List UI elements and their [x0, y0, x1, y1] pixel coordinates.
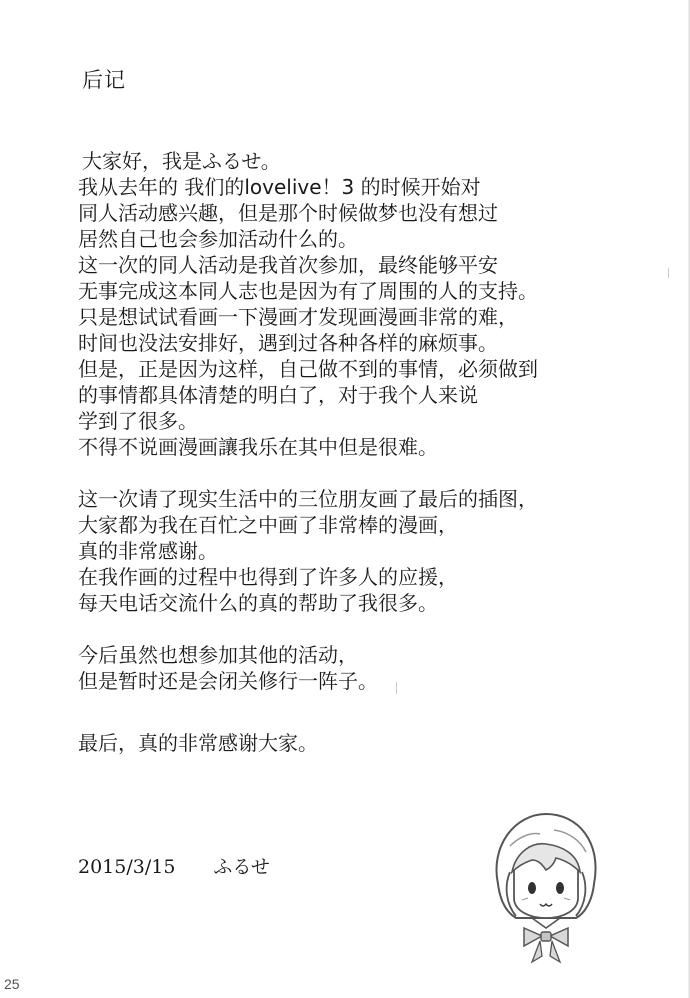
text-line: 同人活动感兴趣，但是那个时候做梦也没有想过 — [78, 201, 498, 225]
paragraph-gap — [78, 616, 658, 642]
text-line: 但是，正是因为这样，自己做不到的事情，必须做到 — [78, 357, 538, 381]
afterword-body — [78, 148, 658, 756]
text-line: 大家都为我在百忙之中画了非常棒的漫画， — [78, 513, 458, 537]
text-line: 居然自己也会参加活动什么的。 — [78, 227, 358, 251]
paragraph-gap — [78, 694, 658, 730]
text-line: 大家好，我是ふるせ。 — [82, 149, 281, 173]
text-line: 这一次请了现实生活中的三位朋友画了最后的插图， — [78, 487, 538, 511]
text-line: 学到了很多。 — [78, 409, 198, 433]
text-line: 无事完成这本同人志也是因为有了周围的人的支持。 — [78, 279, 538, 303]
text-line: 每天电话交流什么的真的帮助了我很多。 — [78, 591, 438, 615]
text-line: 只是想试试看画一下漫画才发现画漫画非常的难， — [78, 305, 518, 329]
author-name: ふるせ — [213, 856, 270, 878]
date: 2015/3/15 — [78, 856, 176, 878]
text-line: 的事情都具体清楚的明白了，对于我个人来说 — [78, 383, 478, 407]
text-line: 今后虽然也想参加其他的活动， — [78, 643, 358, 667]
text-line: 最后，真的非常感谢大家。 — [78, 731, 318, 755]
text-line: 我从去年的 我们的lovelive！3 的时候开始对 — [78, 175, 481, 199]
page-title: 后记 — [82, 68, 126, 92]
paragraph-gap — [78, 460, 658, 486]
signature-line — [78, 852, 270, 879]
text-line: 不得不说画漫画讓我乐在其中但是很难。 — [78, 435, 438, 459]
text-line: 时间也没法安排好，遇到过各种各样的麻烦事。 — [78, 331, 498, 355]
text-line: 在我作画的过程中也得到了许多人的应援， — [78, 565, 458, 589]
text-line: 但是暂时还是会闭关修行一阵子。 — [78, 669, 378, 693]
text-line: 真的非常感谢。 — [78, 539, 218, 563]
scan-speck — [668, 268, 669, 278]
text-line: 这一次的同人活动是我首次参加，最终能够平安 — [78, 253, 498, 277]
chibi-girl-illustration-icon — [480, 806, 610, 976]
page-number: 25 — [4, 976, 20, 992]
